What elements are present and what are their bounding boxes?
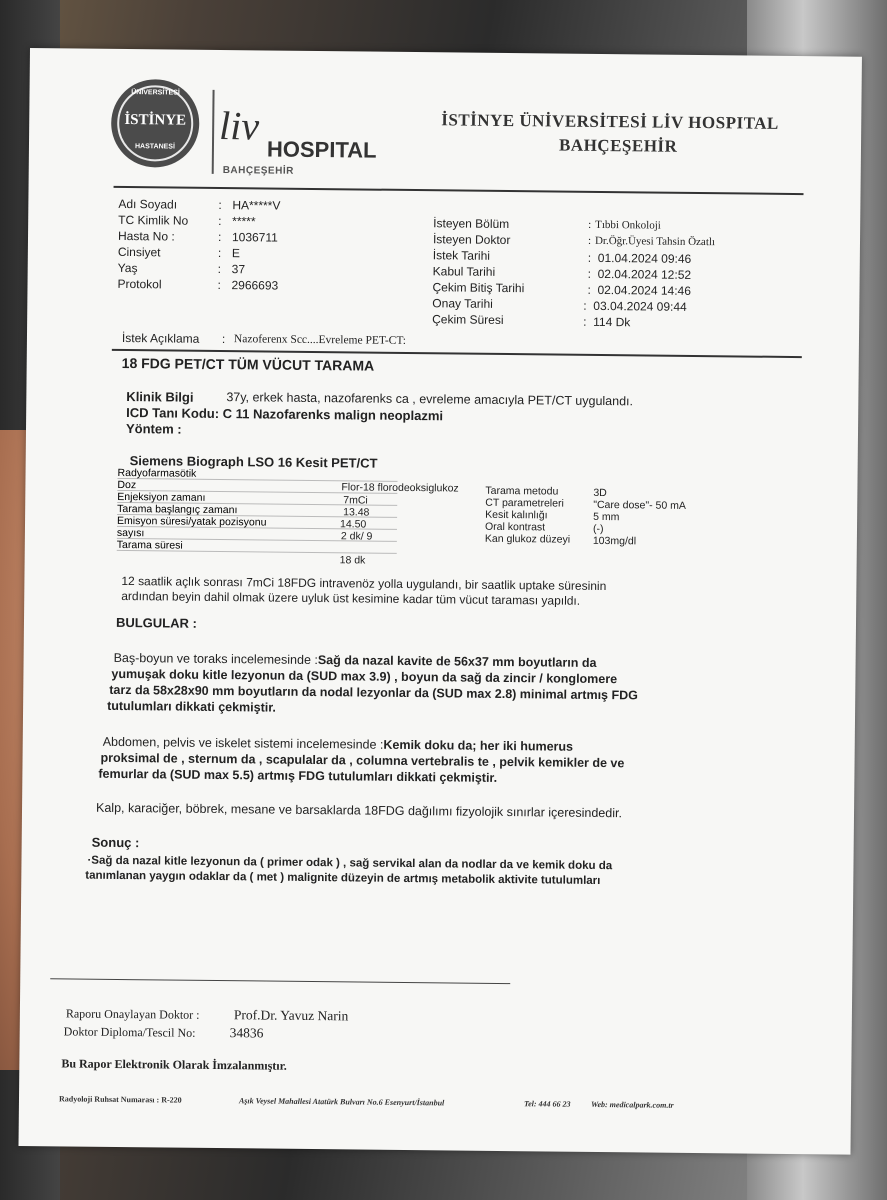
age-label: Yaş xyxy=(117,260,138,276)
request-date-label: İstek Tarihi xyxy=(432,248,491,263)
param-label: Kesit kalınlığı xyxy=(485,508,548,522)
param-label: Emisyon süresi/yatak pozisyonu xyxy=(117,515,397,530)
colon: : xyxy=(221,332,226,347)
liv-logo-text: liv xyxy=(218,102,260,149)
seal-bottom-text: HASTANESİ xyxy=(134,143,175,151)
param-label: CT parametreleri xyxy=(485,496,564,510)
colon: : xyxy=(588,218,592,231)
dept-value: Tıbbi Onkoloji xyxy=(595,218,661,232)
colon: : xyxy=(587,250,592,265)
shot-end-label: Çekim Bitiş Tarihi xyxy=(432,280,525,296)
doctor-label: İsteyen Doktor xyxy=(432,232,511,248)
dept-label: İsteyen Bölüm xyxy=(433,216,510,232)
param-label: Enjeksiyon zamanı xyxy=(117,491,397,506)
hospital-logo-text: HOSPITAL xyxy=(266,136,377,163)
duration-value: 114 Dk xyxy=(593,314,631,330)
signature-line xyxy=(50,978,510,984)
param-value: 103mg/dl xyxy=(592,534,637,548)
tc-label: TC Kimlik No xyxy=(118,212,189,228)
colon: : xyxy=(217,245,222,261)
findings-text-bold: Kemik doku da; her iki humerus xyxy=(383,737,574,754)
result-text: ·Sağ da nazal kitle lezyonun da ( primer odak ) , sağ servikal alan da nodlar da ve kemik doku da xyxy=(87,854,613,873)
age-value: 37 xyxy=(231,262,246,277)
param-label: Radyofarmasötik xyxy=(117,467,397,482)
icd-code: ICD Tanı Kodu: C 11 Nazofarenks malign neoplazmi xyxy=(126,405,444,424)
istinye-seal-logo xyxy=(111,79,200,168)
branch-logo-text: BAHÇEŞEHİR xyxy=(222,165,294,177)
param-value: 7mCi xyxy=(343,494,368,507)
request-desc-label: İstek Açıklama xyxy=(121,330,200,346)
doctor-value: Dr.Öğr.Üyesi Tahsin Özatlı xyxy=(594,234,716,249)
param-label: sayısı xyxy=(117,527,397,542)
approver-label: Raporu Onaylayan Doktor : xyxy=(65,1006,200,1022)
colon: : xyxy=(217,229,222,245)
param-value: 14.50 xyxy=(339,518,367,531)
footer-website: Web: medicalpark.com.tr xyxy=(590,1099,674,1110)
param-label: Doz xyxy=(117,479,397,494)
colon: : xyxy=(218,213,222,229)
findings-text-bold: Sağ da nazal kavite de 56x37 mm boyutların da xyxy=(317,653,597,670)
colon: : xyxy=(218,197,222,213)
findings-text: tarz da 58x28x90 mm boyutların da nodal lezyonlar da (SUD max 2.8) minimal artmış FDG xyxy=(109,682,638,703)
colon: : xyxy=(587,234,592,247)
findings-text: yumuşak doku kitle lezyonun da (SUD max 3.9) , boyun da sağ da zincir / konglomere xyxy=(111,666,618,687)
findings-text: proksimal de , sternum da , scapulalar da , columna vertebralis te , pelvik kemikler de ve xyxy=(100,750,625,771)
header-divider xyxy=(114,186,804,195)
accept-date-label: Kabul Tarihi xyxy=(432,264,496,279)
gender-label: Cinsiyet xyxy=(117,244,161,260)
footer-license: Radyoloji Ruhsat Numarası : R-220 xyxy=(58,1094,182,1105)
result-text: tanımlanan yaygın odaklar da ( met ) malignite düzeyin de artmış metabolik aktivite tutulumları xyxy=(85,869,601,888)
param-label: Tarama metodu xyxy=(485,484,559,498)
param-value: 13.48 xyxy=(343,506,370,519)
seal-top-text: ÜNİVERSİTESİ xyxy=(131,89,180,97)
param-label: Tarama süresi xyxy=(117,539,397,554)
patient-no: 1036711 xyxy=(231,230,278,245)
footer-phone: Tel: 444 66 23 xyxy=(523,1099,571,1109)
shot-end-date: 02.04.2024 14:46 xyxy=(597,282,691,298)
report-sheet xyxy=(19,48,862,1155)
diploma-label: Doktor Diploma/Tescil No: xyxy=(63,1024,196,1040)
colon: : xyxy=(217,277,221,293)
clinic-label: Klinik Bilgi xyxy=(126,389,194,405)
findings-text: tutulumları dikkati çekmiştir. xyxy=(107,698,276,715)
protocol-value: 2966693 xyxy=(231,278,279,293)
patient-name: HA*****V xyxy=(232,198,281,213)
request-desc: Nazoferenx Scc....Evreleme PET-CT: xyxy=(233,333,407,347)
gender-value: E xyxy=(231,246,240,261)
result-title: Sonuç : xyxy=(91,834,140,851)
logo-divider xyxy=(212,90,215,174)
param-value: 5 mm xyxy=(593,510,620,524)
findings-text: femurlar da (SUD max 5.5) artmış FDG tutulumları dikkati çekmiştir. xyxy=(98,766,498,785)
colon: : xyxy=(583,298,587,313)
param-value: "Care dose"- 50 mA xyxy=(593,498,686,512)
colon: : xyxy=(587,266,592,281)
approve-date: 03.04.2024 09:44 xyxy=(593,298,687,314)
findings-text-normal: Abdomen, pelvis ve iskelet sistemi incelemesinde : xyxy=(102,734,384,752)
clinic-info: 37y, erkek hasta, nazofarenks ca , evreleme amacıyla PET/CT uygulandı. xyxy=(226,390,634,409)
param-label: Oral kontrast xyxy=(484,520,546,534)
findings-text: Kalp, karaciğer, böbrek, mesane ve barsaklarda 18FDG dağılımı fizyolojik sınırlar içeresindedir. xyxy=(95,800,623,821)
tc-value: ***** xyxy=(232,214,256,229)
colon: : xyxy=(587,282,591,297)
approver-name: Prof.Dr. Yavuz Narin xyxy=(233,1007,349,1024)
colon: : xyxy=(217,261,222,277)
device-name: Siemens Biograph LSO 16 Kesit PET/CT xyxy=(129,453,378,471)
request-date: 01.04.2024 09:46 xyxy=(597,250,692,266)
findings-text-normal: Baş-boyun ve toraks incelemesinde : xyxy=(113,650,318,668)
accept-date: 02.04.2024 12:52 xyxy=(597,266,692,282)
procedure-text: 12 saatlik açlık sonrası 7mCi 18FDG intravenöz yolla uygulandı, bir saatlik uptake süresinin xyxy=(121,573,607,594)
patient-no-label: Hasta No : xyxy=(117,228,175,244)
param-label: Kan glukoz düzeyi xyxy=(484,532,571,546)
institution-subtitle: BAHÇEŞEHİR xyxy=(558,135,678,156)
method-label: Yöntem : xyxy=(125,421,182,437)
footer-address: Aşık Veysel Mahallesi Atatürk Bulvarı No.6 Esenyurt/İstanbul xyxy=(238,1096,445,1108)
electronic-sign-note: Bu Rapor Elektronik Olarak İmzalanmıştır. xyxy=(61,1056,287,1073)
param-value: 3D xyxy=(593,486,607,500)
duration-label: Çekim Süresi xyxy=(432,312,504,327)
diploma-number: 34836 xyxy=(229,1025,264,1041)
param-value: 2 dk/ 9 xyxy=(340,530,373,543)
institution-title: İSTİNYE ÜNİVERSİTESİ LİV HOSPITAL xyxy=(441,110,779,133)
colon: : xyxy=(583,314,587,329)
param-label: Tarama başlangıç zamanı xyxy=(117,503,397,518)
name-label: Adı Soyadı xyxy=(118,196,178,212)
seal-main-text: İSTİNYE xyxy=(124,111,187,129)
procedure-text: ardından beyin dahil olmak üzere uyluk üst kesimine kadar tüm vücut taraması yapıldı. xyxy=(121,588,581,608)
param-value: (-) xyxy=(592,522,604,536)
exam-title: 18 FDG PET/CT TÜM VÜCUT TARAMA xyxy=(121,354,375,374)
findings-title: BULGULAR : xyxy=(115,614,197,631)
param-value: 18 dk xyxy=(339,554,366,567)
approve-date-label: Onay Tarihi xyxy=(432,296,493,311)
protocol-label: Protokol xyxy=(117,276,162,292)
param-value: Flor-18 florodeoksiglukoz xyxy=(341,481,459,495)
